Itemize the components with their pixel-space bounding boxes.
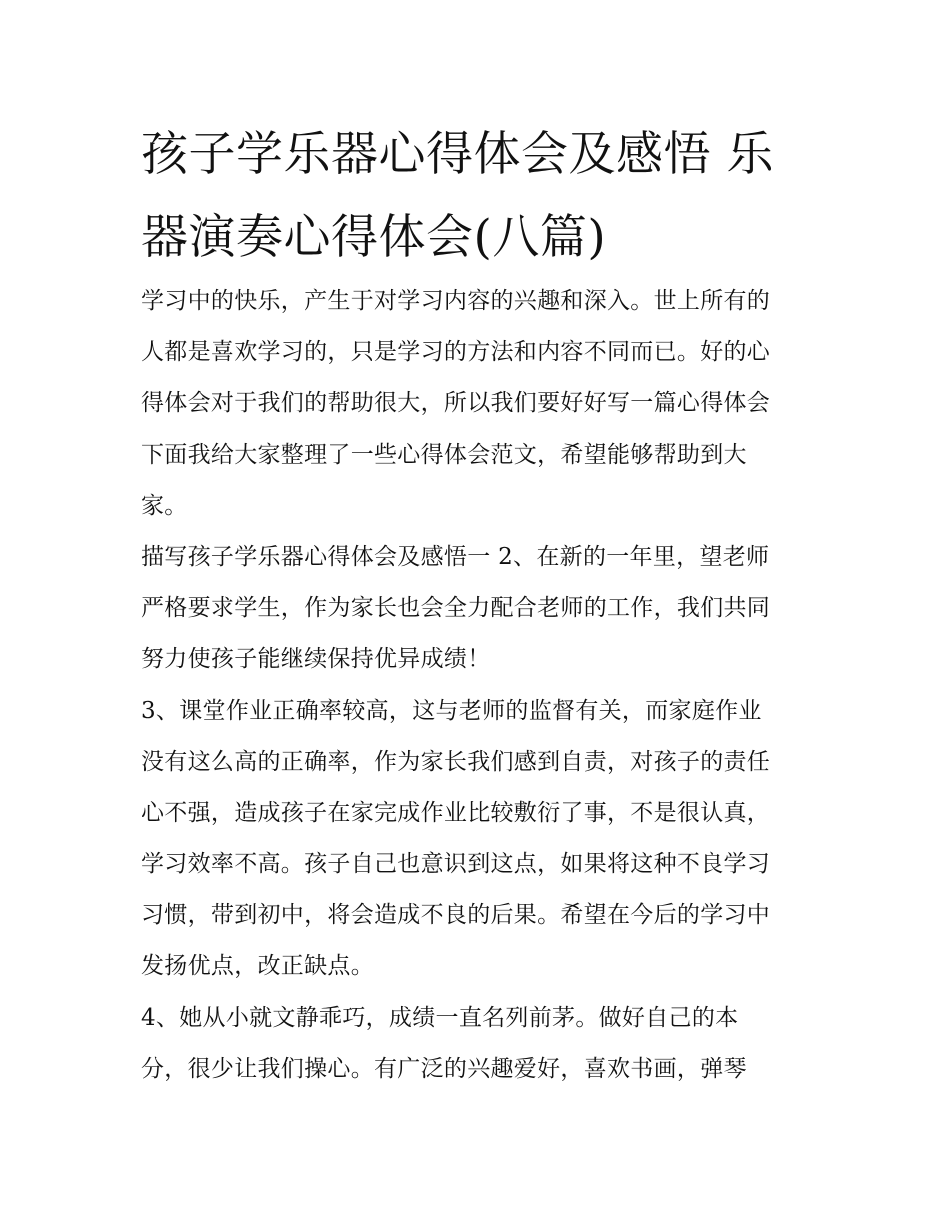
body-line: 努力使孩子能继续保持优异成绩！: [141, 646, 491, 673]
body-line: 得体会对于我们的帮助很大，所以我们要好好写一篇心得体会: [141, 390, 771, 417]
body-line: 描写孩子学乐器心得体会及感悟一 2、在新的一年里，望老师: [141, 543, 770, 570]
title-line: 孩子学乐器心得体会及感悟 乐: [141, 127, 774, 182]
body-line: 3、课堂作业正确率较高，这与老师的监督有关，而家庭作业: [141, 697, 762, 724]
body-line: 没有这么高的正确率，作为家长我们感到自责，对孩子的责任: [141, 748, 771, 775]
body-line: 分，很少让我们操心。有广泛的兴趣爱好，喜欢书画，弹琴: [141, 1055, 747, 1082]
body-line: 学习中的快乐，产生于对学习内容的兴趣和深入。世上所有的: [141, 288, 771, 314]
body-line: 心不强，造成孩子在家完成作业比较敷衍了事，不是很认真，: [141, 799, 771, 826]
body-line: 下面我给大家整理了一些心得体会范文，希望能够帮助到大: [141, 441, 747, 468]
body-line: 学习效率不高。孩子自己也意识到这点，如果将这种不良学习: [141, 851, 771, 878]
document-title: [141, 113, 821, 279]
document-body: [141, 276, 821, 1095]
body-line: 习惯，带到初中，将会造成不良的后果。希望在今后的学习中: [141, 902, 771, 929]
body-line: 人都是喜欢学习的，只是学习的方法和内容不同而已。好的心: [141, 339, 771, 366]
title-line: 器演奏心得体会(八篇): [141, 210, 607, 265]
body-line: 严格要求学生，作为家长也会全力配合老师的工作，我们共同: [141, 595, 771, 622]
body-line: 发扬优点，改正缺点。: [141, 953, 374, 980]
body-line: 4、她从小就文静乖巧，成绩一直名列前茅。做好自己的本: [141, 1004, 739, 1031]
body-line: 家。: [141, 492, 188, 519]
